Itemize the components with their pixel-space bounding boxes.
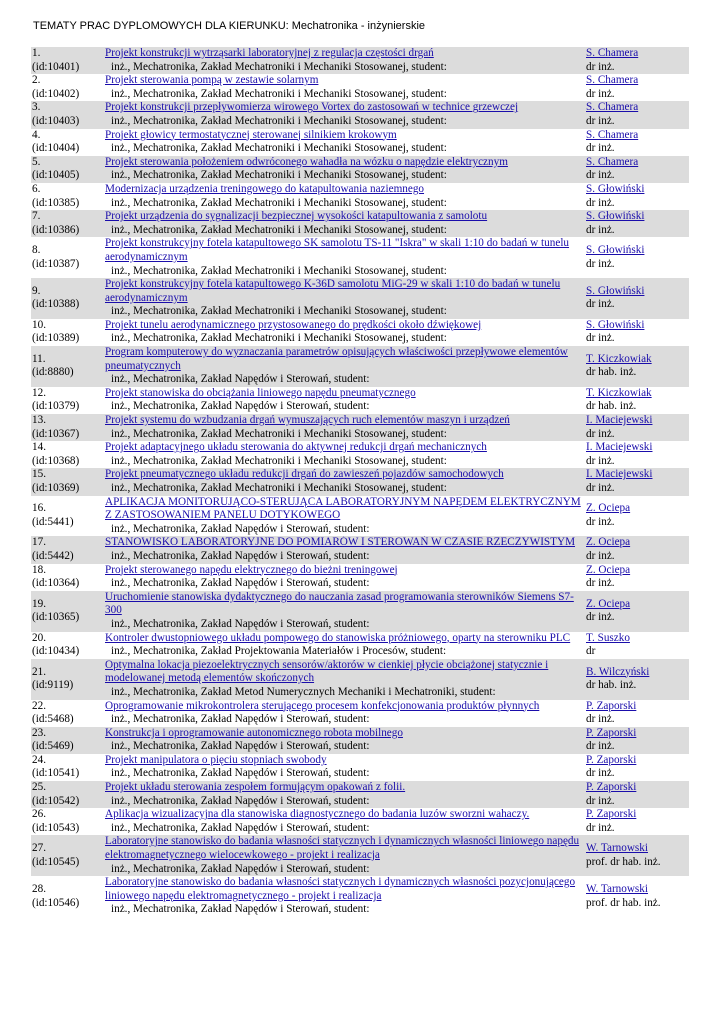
topic-number-cell xyxy=(31,632,104,659)
topic-number-cell xyxy=(31,591,104,632)
supervisor-degree: dr inż. xyxy=(586,114,615,127)
topic-number: 9. xyxy=(32,284,41,297)
table-row xyxy=(31,808,689,835)
supervisor-link[interactable]: W. Tarnowski xyxy=(586,883,648,896)
supervisor-degree: dr inż. xyxy=(586,767,615,780)
supervisor-link[interactable]: I. Maciejewski xyxy=(586,414,653,427)
supervisor-degree: dr inż. xyxy=(586,794,615,807)
topic-id: (id:10543) xyxy=(32,821,80,834)
supervisor-cell xyxy=(585,700,689,727)
topic-number: 17. xyxy=(32,536,46,549)
supervisor-cell xyxy=(585,727,689,754)
topic-link[interactable]: Modernizacja urządzenia treningowego do katapultowania naziemnego xyxy=(105,182,425,195)
table-row xyxy=(31,835,689,876)
topic-meta: inż., Mechatronika, Zakład Mechatroniki i Mechaniki Stosowanej, student: xyxy=(111,60,447,73)
topic-number: 20. xyxy=(32,631,46,644)
topic-link[interactable]: Projekt systemu do wzbudzania drgań wymuszających ruch elementów maszyn i urządzeń xyxy=(105,414,510,427)
table-row xyxy=(31,319,689,346)
topic-number-cell xyxy=(31,808,104,835)
supervisor-link[interactable]: T. Suszko xyxy=(586,631,630,644)
topic-number-cell xyxy=(31,183,104,210)
supervisor-degree: dr inż. xyxy=(586,332,615,345)
topic-number-cell xyxy=(31,727,104,754)
supervisor-degree: dr inż. xyxy=(586,223,615,236)
supervisor-degree: dr hab. inż. xyxy=(586,366,637,379)
supervisor-cell xyxy=(585,47,689,74)
supervisor-degree: dr inż. xyxy=(586,515,615,528)
supervisor-cell xyxy=(585,468,689,495)
topic-link[interactable]: Projekt adaptacyjnego układu sterowania do aktywnej redukcji drgań mechanicznych xyxy=(105,441,487,454)
topic-meta: inż., Mechatronika, Zakład Mechatroniki i Mechaniki Stosowanej, student: xyxy=(111,114,447,127)
topic-number: 21. xyxy=(32,665,46,678)
supervisor-link[interactable]: P. Zaporski xyxy=(586,699,637,712)
supervisor-link[interactable]: T. Kiczkowiak xyxy=(586,352,652,365)
topic-number-cell xyxy=(31,101,104,128)
supervisor-degree: dr inż. xyxy=(586,454,615,467)
topic-id: (id:5469) xyxy=(32,740,74,753)
supervisor-cell xyxy=(585,278,689,319)
topic-id: (id:10367) xyxy=(32,427,80,440)
topic-meta: inż., Mechatronika, Zakład Mechatroniki i Mechaniki Stosowanej, student: xyxy=(111,332,447,345)
supervisor-link[interactable]: P. Zaporski xyxy=(586,726,637,739)
supervisor-degree: dr inż. xyxy=(586,821,615,834)
topic-number-cell xyxy=(31,346,104,387)
table-row xyxy=(31,156,689,183)
supervisor-link[interactable]: S. Głowiński xyxy=(586,210,645,223)
table-row xyxy=(31,781,689,808)
topic-number-cell xyxy=(31,129,104,156)
supervisor-cell xyxy=(585,632,689,659)
table-row xyxy=(31,47,689,74)
table-row xyxy=(31,129,689,156)
topic-id: (id:10405) xyxy=(32,169,80,182)
topic-meta: inż., Mechatronika, Zakład Napędów i Sterowań, student: xyxy=(111,617,370,630)
topic-id: (id:10379) xyxy=(32,400,80,413)
topic-number-cell xyxy=(31,278,104,319)
supervisor-link[interactable]: S. Chamera xyxy=(586,128,639,141)
supervisor-link[interactable]: Z. Ociepa xyxy=(586,597,631,610)
supervisor-cell xyxy=(585,156,689,183)
topic-meta: inż., Mechatronika, Zakład Projektowania Materiałów i Procesów, student: xyxy=(111,645,447,658)
topic-link[interactable]: Projekt konstrukcji wytrząsarki laboratoryjnej z regulacja częstości drgań xyxy=(105,47,434,59)
supervisor-link[interactable]: S. Chamera xyxy=(586,101,639,114)
topic-number: 26. xyxy=(32,808,46,821)
supervisor-cell xyxy=(585,781,689,808)
table-row xyxy=(31,536,689,563)
supervisor-cell xyxy=(585,319,689,346)
topic-number: 18. xyxy=(32,563,46,576)
topic-link[interactable]: Projekt konstrukcyjny fotela katapultowego K-36D samolotu MiG-29 w skali 1:10 do badań w tunelu aerodynamicznym xyxy=(105,278,561,304)
topic-id: (id:10434) xyxy=(32,645,80,658)
supervisor-link[interactable]: T. Kiczkowiak xyxy=(586,386,652,399)
topic-link[interactable]: Projekt układu sterowania zespołem formującym opakowań z folii. xyxy=(105,781,406,794)
topic-cell xyxy=(104,835,585,876)
topic-meta: inż., Mechatronika, Zakład Napędów i Sterowań, student: xyxy=(111,577,370,590)
topic-number: 28. xyxy=(32,883,46,896)
table-row xyxy=(31,346,689,387)
supervisor-link[interactable]: I. Maciejewski xyxy=(586,468,653,481)
supervisor-link[interactable]: Z. Ociepa xyxy=(586,536,631,549)
topic-id: (id:10546) xyxy=(32,896,80,909)
supervisor-cell xyxy=(585,876,689,917)
topic-cell xyxy=(104,564,585,591)
topic-meta: inż., Mechatronika, Zakład Napędów i Sterowań, student: xyxy=(111,794,370,807)
table-row xyxy=(31,101,689,128)
topic-meta: inż., Mechatronika, Zakład Mechatroniki i Mechaniki Stosowanej, student: xyxy=(111,196,447,209)
topic-number: 1. xyxy=(32,47,41,59)
topic-meta: inż., Mechatronika, Zakład Mechatroniki i Mechaniki Stosowanej, student: xyxy=(111,223,447,236)
topic-link[interactable]: STANOWISKO LABORATORYJNE DO POMIARÓW I STEROWAŃ W CZASIE RZECZYWISTYM xyxy=(105,536,576,549)
table-row xyxy=(31,278,689,319)
topic-cell xyxy=(104,876,585,917)
topic-number: 16. xyxy=(32,502,46,515)
topic-id: (id:10364) xyxy=(32,577,80,590)
topics-body xyxy=(31,47,689,917)
topic-cell xyxy=(104,129,585,156)
topic-meta: inż., Mechatronika, Zakład Napędów i Sterowań, student: xyxy=(111,740,370,753)
topic-cell xyxy=(104,659,585,700)
topic-id: (id:10389) xyxy=(32,332,80,345)
topic-id: (id:10545) xyxy=(32,855,80,868)
topic-cell xyxy=(104,414,585,441)
table-row xyxy=(31,591,689,632)
topic-cell xyxy=(104,468,585,495)
supervisor-link[interactable]: S. Chamera xyxy=(586,155,639,168)
topic-id: (id:5442) xyxy=(32,549,74,562)
table-row xyxy=(31,414,689,441)
topic-meta: inż., Mechatronika, Zakład Napędów i Sterowań, student: xyxy=(111,821,370,834)
table-row xyxy=(31,700,689,727)
topic-number-cell xyxy=(31,414,104,441)
topic-cell xyxy=(104,441,585,468)
topic-cell xyxy=(104,727,585,754)
topic-id: (id:10385) xyxy=(32,196,80,209)
topic-cell xyxy=(104,278,585,319)
supervisor-degree: dr hab. inż. xyxy=(586,679,637,692)
topic-number-cell xyxy=(31,319,104,346)
topic-id: (id:8880) xyxy=(32,366,74,379)
topic-number-cell xyxy=(31,210,104,237)
supervisor-cell xyxy=(585,210,689,237)
supervisor-degree: dr inż. xyxy=(586,60,615,73)
topic-number-cell xyxy=(31,237,104,278)
supervisor-link[interactable]: W. Tarnowski xyxy=(586,842,648,855)
topic-meta: inż., Mechatronika, Zakład Mechatroniki i Mechaniki Stosowanej, student: xyxy=(111,454,447,467)
topic-meta: inż., Mechatronika, Zakład Mechatroniki i Mechaniki Stosowanej, student: xyxy=(111,482,447,494)
topic-id: (id:5441) xyxy=(32,515,74,528)
topic-cell xyxy=(104,536,585,563)
topic-id: (id:10404) xyxy=(32,142,80,155)
table-row xyxy=(31,564,689,591)
supervisor-degree: prof. dr hab. inż. xyxy=(586,896,661,909)
topic-cell xyxy=(104,74,585,101)
table-row xyxy=(31,237,689,278)
topic-cell xyxy=(104,210,585,237)
topic-number-cell xyxy=(31,156,104,183)
topic-number-cell xyxy=(31,74,104,101)
topic-number-cell xyxy=(31,564,104,591)
topic-cell xyxy=(104,808,585,835)
table-row xyxy=(31,876,689,917)
topic-number-cell xyxy=(31,835,104,876)
topic-number: 19. xyxy=(32,597,46,610)
supervisor-degree: dr inż. xyxy=(586,577,615,590)
table-row xyxy=(31,210,689,237)
topic-meta: inż., Mechatronika, Zakład Mechatroniki i Mechaniki Stosowanej, student: xyxy=(111,305,447,318)
topic-id: (id:10369) xyxy=(32,482,80,494)
table-row xyxy=(31,632,689,659)
topic-number-cell xyxy=(31,387,104,414)
topic-number-cell xyxy=(31,441,104,468)
topic-number: 8. xyxy=(32,244,41,257)
topic-number: 2. xyxy=(32,74,41,87)
supervisor-degree: dr inż. xyxy=(586,482,615,494)
topic-link[interactable]: Projekt sterowanego napędu elektrycznego do bieżni treningowej xyxy=(105,563,398,576)
topic-id: (id:10387) xyxy=(32,257,80,270)
topic-meta: inż., Mechatronika, Zakład Mechatroniki i Mechaniki Stosowanej, student: xyxy=(111,87,447,100)
topic-link[interactable]: Projekt pneumatycznego układu redukcji drgań do zawieszeń pojazdów samochodowych xyxy=(105,468,504,481)
supervisor-cell xyxy=(585,808,689,835)
supervisor-cell xyxy=(585,101,689,128)
topic-link[interactable]: Oprogramowanie mikrokontrolera sterującego procesem konfekcjonowania produktów płynnych xyxy=(105,699,540,712)
topic-cell xyxy=(104,781,585,808)
table-row xyxy=(31,727,689,754)
topic-link[interactable]: APLIKACJA MONITORUJĄCO-STERUJĄCA LABORATORYJNYM NAPĘDEM ELEKTRYCZNYM Z ZASTOSOWANIEM PANELU DOTYKOWEGO xyxy=(105,495,581,522)
topic-meta: inż., Mechatronika, Zakład Napędów i Sterowań, student: xyxy=(111,549,370,562)
supervisor-link[interactable]: I. Maciejewski xyxy=(586,441,653,454)
supervisor-cell xyxy=(585,754,689,781)
supervisor-degree: dr inż. xyxy=(586,611,615,624)
topics-table xyxy=(31,47,689,917)
topic-id: (id:5468) xyxy=(32,713,74,726)
supervisor-cell xyxy=(585,74,689,101)
supervisor-cell xyxy=(585,414,689,441)
topic-id: (id:10365) xyxy=(32,611,80,624)
topic-meta: inż., Mechatronika, Zakład Metod Numerycznych Mechaniki i Mechatroniki, student: xyxy=(111,685,496,698)
topic-number-cell xyxy=(31,47,104,74)
topic-number-cell xyxy=(31,754,104,781)
supervisor-cell xyxy=(585,387,689,414)
supervisor-degree: dr hab. inż. xyxy=(586,400,637,413)
topic-id: (id:10388) xyxy=(32,298,80,311)
topic-number: 3. xyxy=(32,101,41,114)
topic-number: 7. xyxy=(32,210,41,223)
topic-meta: inż., Mechatronika, Zakład Napędów i Sterowań, student: xyxy=(111,862,370,875)
topic-cell xyxy=(104,496,585,537)
topic-meta: inż., Mechatronika, Zakład Mechatroniki i Mechaniki Stosowanej, student: xyxy=(111,169,447,182)
topic-number-cell xyxy=(31,876,104,917)
topic-link[interactable]: Program komputerowy do wyznaczania parametrów opisujących właściwości przepływowe elementów pneumatycznych xyxy=(105,346,568,372)
topic-meta: inż., Mechatronika, Zakład Mechatroniki i Mechaniki Stosowanej, student: xyxy=(111,142,447,155)
supervisor-degree: dr inż. xyxy=(586,740,615,753)
supervisor-link[interactable]: S. Głowiński xyxy=(586,244,645,257)
topic-number: 24. xyxy=(32,753,46,766)
topic-link[interactable]: Laboratoryjne stanowisko do badania własności statycznych i dynamicznych własności pozycjonującego liniowego napędu elektromagnetycznego - projekt i realizacja xyxy=(105,876,576,902)
topic-number: 13. xyxy=(32,414,46,427)
topic-number: 15. xyxy=(32,468,46,481)
supervisor-cell xyxy=(585,835,689,876)
table-row xyxy=(31,74,689,101)
topic-link[interactable]: Projekt konstrukcji przepływomierza wirowego Vortex do zastosowań w technice grzewczej xyxy=(105,101,519,114)
topic-link[interactable]: Projekt sterowania pompą w zestawie solarnym xyxy=(105,74,319,87)
topic-cell xyxy=(104,237,585,278)
topic-id: (id:10386) xyxy=(32,223,80,236)
topic-link[interactable]: Projekt sterowania położeniem odwróconego wahadła na wózku o napędzie elektrycznym xyxy=(105,155,508,168)
table-row xyxy=(31,468,689,495)
table-row xyxy=(31,441,689,468)
supervisor-cell xyxy=(585,564,689,591)
topic-cell xyxy=(104,319,585,346)
supervisor-cell xyxy=(585,346,689,387)
topic-meta: inż., Mechatronika, Zakład Napędów i Sterowań, student: xyxy=(111,713,370,726)
topic-cell xyxy=(104,754,585,781)
supervisor-link[interactable]: S. Chamera xyxy=(586,47,639,59)
topic-meta: inż., Mechatronika, Zakład Mechatroniki i Mechaniki Stosowanej, student: xyxy=(111,427,447,440)
topic-number: 11. xyxy=(32,352,46,365)
topic-meta: inż., Mechatronika, Zakład Napędów i Sterowań, student: xyxy=(111,903,370,916)
table-row xyxy=(31,659,689,700)
supervisor-link[interactable]: P. Zaporski xyxy=(586,781,637,794)
topic-number: 5. xyxy=(32,155,41,168)
topic-number: 27. xyxy=(32,842,46,855)
topic-link[interactable]: Kontroler dwustopniowego układu pompowego do stanowiska próżniowego, oparty na sterowniku PLC xyxy=(105,631,571,644)
topic-link[interactable]: Konstrukcja i oprogramowanie autonomicznego robota mobilnego xyxy=(105,726,403,739)
topic-number: 12. xyxy=(32,386,46,399)
table-row xyxy=(31,387,689,414)
table-row xyxy=(31,496,689,537)
supervisor-link[interactable]: S. Chamera xyxy=(586,74,639,87)
topic-number-cell xyxy=(31,468,104,495)
topic-id: (id:10542) xyxy=(32,794,80,807)
topic-cell xyxy=(104,700,585,727)
topic-id: (id:9119) xyxy=(32,679,74,692)
supervisor-link[interactable]: Z. Ociepa xyxy=(586,502,631,515)
topic-link[interactable]: Laboratoryjne stanowisko do badania własności statycznych i dynamicznych własności liniowego napędu elektromagnetycznego wielocewkowego - projekt i realizacja xyxy=(105,835,580,862)
topic-link[interactable]: Projekt stanowiska do obciążania liniowego napędu pneumatycznego xyxy=(105,386,416,399)
supervisor-degree: dr inż. xyxy=(586,169,615,182)
topic-number: 22. xyxy=(32,699,46,712)
supervisor-cell xyxy=(585,496,689,537)
supervisor-link[interactable]: P. Zaporski xyxy=(586,753,637,766)
supervisor-cell xyxy=(585,129,689,156)
topic-number: 10. xyxy=(32,318,46,331)
supervisor-degree: dr inż. xyxy=(586,257,615,270)
supervisor-cell xyxy=(585,659,689,700)
supervisor-degree: dr inż. xyxy=(586,549,615,562)
page-title: TEMATY PRAC DYPLOMOWYCH DLA KIERUNKU: Mechatronika - inżynierskie xyxy=(33,20,426,32)
topic-link[interactable]: Projekt tunelu aerodynamicznego przystosowanego do prędkości około dźwiękowej xyxy=(105,318,482,331)
topic-meta: inż., Mechatronika, Zakład Napędów i Sterowań, student: xyxy=(111,373,370,386)
topic-id: (id:10402) xyxy=(32,87,80,100)
topic-number: 6. xyxy=(32,182,41,195)
topic-link[interactable]: Projekt konstrukcyjny fotela katapultowego SK samolotu TS-11 "Iskra" w skali 1:10 do badań w tunelu aerodynamicznym xyxy=(105,237,570,263)
topic-meta: inż., Mechatronika, Zakład Napędów i Sterowań, student: xyxy=(111,400,370,413)
supervisor-degree: dr inż. xyxy=(586,196,615,209)
supervisor-degree: dr inż. xyxy=(586,87,615,100)
supervisor-degree: dr inż. xyxy=(586,298,615,311)
topic-number: 4. xyxy=(32,128,41,141)
topic-number-cell xyxy=(31,496,104,537)
supervisor-link[interactable]: B. Wilczyński xyxy=(586,665,650,678)
topic-meta: inż., Mechatronika, Zakład Mechatroniki i Mechaniki Stosowanej, student: xyxy=(111,264,447,277)
topic-cell xyxy=(104,387,585,414)
topic-cell xyxy=(104,346,585,387)
supervisor-degree: dr inż. xyxy=(586,142,615,155)
supervisor-link[interactable]: P. Zaporski xyxy=(586,808,637,821)
supervisor-cell xyxy=(585,536,689,563)
supervisor-link[interactable]: S. Głowiński xyxy=(586,182,645,195)
topic-link[interactable]: Uruchomienie stanowiska dydaktycznego do nauczania zasad programowania sterowników Siemens S7-300 xyxy=(105,590,574,617)
supervisor-cell xyxy=(585,441,689,468)
topic-cell xyxy=(104,591,585,632)
topic-link[interactable]: Optymalna lokacja piezoelektrycznych sensorów/aktorów w cienkiej płycie obciążonej statycznie i modelowanej metodą elementów skończonych xyxy=(105,658,549,685)
topic-number: 14. xyxy=(32,441,46,454)
topic-id: (id:10368) xyxy=(32,454,80,467)
topic-number-cell xyxy=(31,781,104,808)
topic-link[interactable]: Projekt manipulatora o pięciu stopniach swobody xyxy=(105,753,327,766)
topic-cell xyxy=(104,632,585,659)
topic-link[interactable]: Projekt urządzenia do sygnalizacji bezpiecznej wysokości katapultowania z samolotu xyxy=(105,210,488,223)
supervisor-degree: dr xyxy=(586,645,596,658)
topic-link[interactable]: Projekt głowicy termostatycznej sterowanej silnikiem krokowym xyxy=(105,128,397,141)
supervisor-cell xyxy=(585,237,689,278)
topic-number-cell xyxy=(31,700,104,727)
topic-link[interactable]: Aplikacja wizualizacyjna dla stanowiska diagnostycznego do badania luzów sworzni wahaczy. xyxy=(105,808,530,821)
supervisor-link[interactable]: S. Głowiński xyxy=(586,284,645,297)
topic-meta: inż., Mechatronika, Zakład Napędów i Sterowań, student: xyxy=(111,767,370,780)
supervisor-cell xyxy=(585,183,689,210)
topic-cell xyxy=(104,183,585,210)
supervisor-link[interactable]: S. Głowiński xyxy=(586,318,645,331)
topic-cell xyxy=(104,47,585,74)
topic-number-cell xyxy=(31,536,104,563)
topic-meta: inż., Mechatronika, Zakład Napędów i Sterowań, student: xyxy=(111,522,370,535)
table-row xyxy=(31,754,689,781)
topic-cell xyxy=(104,156,585,183)
supervisor-link[interactable]: Z. Ociepa xyxy=(586,563,631,576)
topic-number: 25. xyxy=(32,781,46,794)
supervisor-degree: prof. dr hab. inż. xyxy=(586,855,661,868)
topic-id: (id:10401) xyxy=(32,60,80,73)
supervisor-degree: dr inż. xyxy=(586,713,615,726)
topic-number: 23. xyxy=(32,726,46,739)
supervisor-cell xyxy=(585,591,689,632)
supervisor-degree: dr inż. xyxy=(586,427,615,440)
topic-id: (id:10403) xyxy=(32,114,80,127)
topic-id: (id:10541) xyxy=(32,767,80,780)
topic-number-cell xyxy=(31,659,104,700)
topic-cell xyxy=(104,101,585,128)
table-row xyxy=(31,183,689,210)
